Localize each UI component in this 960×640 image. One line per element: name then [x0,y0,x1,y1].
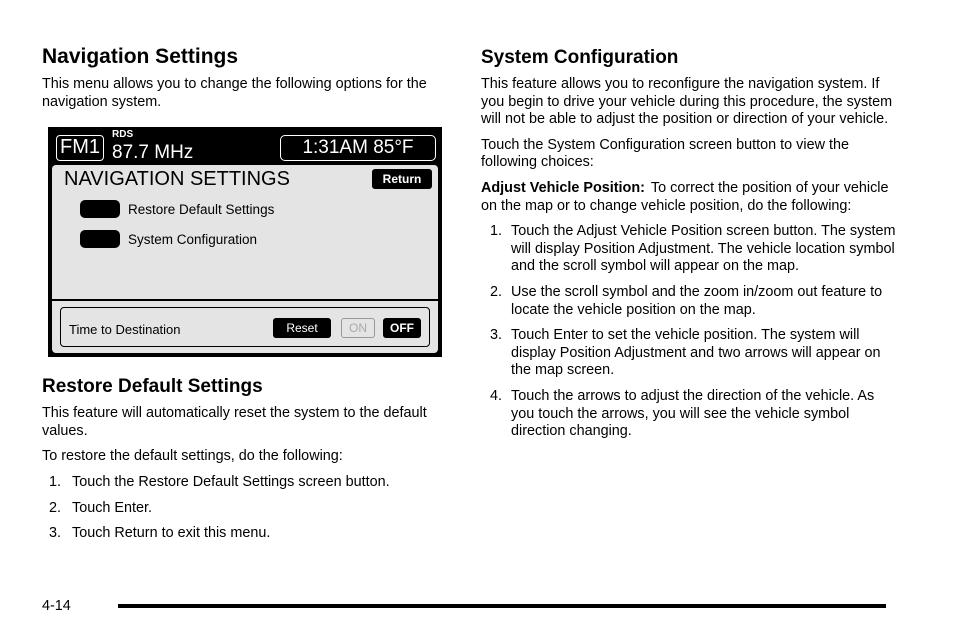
band-indicator: FM1 [56,135,104,161]
left-column [42,44,442,551]
frequency-display: 87.7 MHz [112,142,194,164]
menu-item-label: Restore Default Settings [128,201,275,217]
list-item: 3. Touch Return to exit this menu. [49,525,271,542]
restore-instructions: To restore the default settings, do the following: [42,448,343,465]
restore-steps-list [42,474,442,543]
list-item: 4. Touch the arrows to adjust the direction of the vehicle. As you touch the arrows, you will see the vehicle symbol direction changing. [490,387,875,440]
list-item: 2. Use the scroll symbol and the zoom in/zoom out feature to locate the vehicle position on the map. [490,283,883,318]
time-temperature-display: 1:31AM 85°F [280,135,436,161]
panel-divider [52,299,438,301]
menu-pill-icon [80,230,120,248]
list-item: 1. Touch the Restore Default Settings screen button. [49,473,390,490]
restore-default-settings-heading: Restore Default Settings [42,376,263,398]
adjust-vehicle-position-term: Adjust Vehicle Position: [481,179,645,196]
system-configuration-instructions: Touch the System Configuration screen button to view the following choices: [481,136,849,171]
list-item: 3. Touch Enter to set the vehicle position. The system will display Position Adjustment and two arrows will appear on the map screen. [490,327,881,379]
list-item: 2. Touch Enter. [49,499,152,516]
restore-paragraph: This feature will automatically reset the system to the default values. [42,405,427,439]
rds-indicator: RDS [112,129,134,141]
reset-button[interactable]: Reset [273,318,331,338]
page-title: Navigation Settings [42,45,239,68]
time-to-destination-row [60,307,430,347]
return-button[interactable]: Return [372,169,432,189]
time-to-destination-label: Time to Destination [69,322,181,338]
off-button[interactable]: OFF [383,318,421,338]
system-configuration-paragraph: This feature allows you to reconfigure the navigation system. If you begin to drive your vehicle during this procedure, the system will not be able to adjust the position or direction of your vehicle. [481,76,893,128]
adjust-steps-list [481,223,901,441]
list-item: 1. Touch the Adjust Vehicle Position screen button. The system will display Position Adjustment. The vehicle location symbol and the scroll symbol will appear on the map. [490,223,896,275]
menu-item-label: System Configuration [128,231,258,247]
adjust-vehicle-position-paragraph: Adjust Vehicle Position: To correct the position of your vehicle on the map or to change vehicle position, do the following: [481,179,889,214]
system-configuration-button[interactable] [80,229,257,249]
navigation-settings-screen-figure [48,127,442,357]
screen-title: NAVIGATION SETTINGS [64,168,290,191]
menu-pill-icon [80,200,120,218]
footer-rule [118,604,886,608]
on-button[interactable]: ON [341,318,375,338]
system-configuration-heading: System Configuration [481,47,679,68]
right-column [481,46,901,449]
restore-default-settings-button[interactable] [80,199,274,219]
page-number: 4-14 [42,598,71,614]
intro-paragraph: This menu allows you to change the following options for the navigation system. [42,76,427,110]
settings-panel [52,165,438,353]
